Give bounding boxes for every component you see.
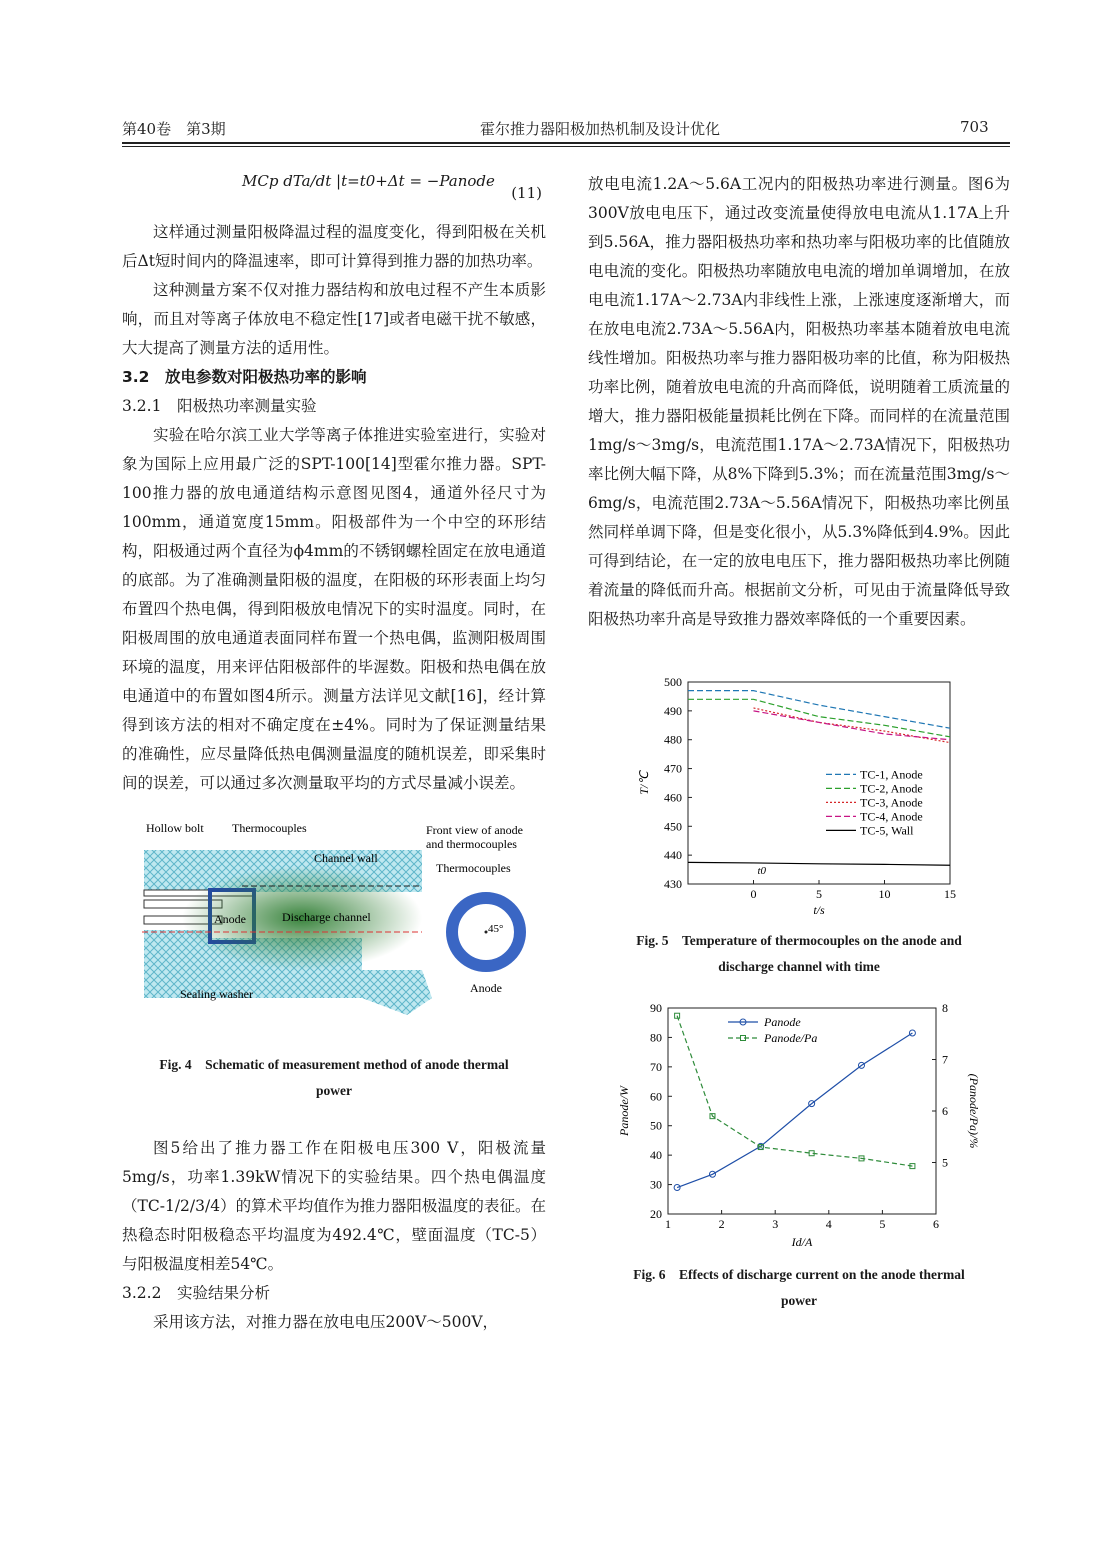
x-tick-label: 5 <box>816 887 822 901</box>
paragraph: 这样通过测量阳极降温过程的温度变化，得到阳极在关机后Δt短时间内的降温速率，即可计算得到推力器的加热功率。 <box>122 223 546 270</box>
header-rule-thin <box>122 146 1010 147</box>
journal-volume: 第40卷 第3期 <box>122 120 226 138</box>
label-anode-right: Anode <box>470 981 502 995</box>
figure-4-schematic <box>122 820 546 1044</box>
annotation-t0: t0 <box>757 864 767 877</box>
y-tick-label: 490 <box>664 703 682 718</box>
y-tick-label: 90 <box>650 1001 662 1015</box>
legend-label: TC-1, Anode <box>860 767 923 782</box>
figure-6-chart <box>588 1000 1010 1258</box>
y-axis-label: T/℃ <box>637 771 651 795</box>
running-title: 霍尔推力器阳极加热机制及设计优化 <box>479 120 720 138</box>
x-tick-label: 4 <box>825 1217 832 1231</box>
y-tick-label: 500 <box>664 675 682 689</box>
legend-label: Panode <box>764 1015 801 1029</box>
label-hollow-bolt: Hollow bolt <box>146 821 204 835</box>
y-tick-label: 40 <box>650 1148 662 1163</box>
label-angle: 45° <box>488 923 504 935</box>
label-front-view-2: and thermocouples <box>426 837 517 851</box>
legend-label: TC-3, Anode <box>860 795 923 810</box>
y-tick-label: 50 <box>650 1118 662 1133</box>
legend-label: TC-4, Anode <box>860 809 923 824</box>
figure-6-caption: Fig. 6 Effects of discharge current on the anode thermal <box>633 1267 965 1282</box>
paragraph: 图5给出了推力器工作在阳极电压300 V，阳极流量5mg/s，功率1.39kW情况下的实验结果。四个热电偶温度（TC-1/2/3/4）的算术平均值作为推力器阳极温度的表征。在热稳态时阳极稳态平均温度为492.4℃，壁面温度（TC-5）与阳极温度相差54℃。 <box>122 1139 546 1273</box>
x-tick-label: 6 <box>933 1217 939 1231</box>
y2-tick-label: 8 <box>942 1001 948 1015</box>
series-line-tc-4 <box>754 711 951 740</box>
label-thermocouples: Thermocouples <box>232 821 307 835</box>
paragraph: 采用该方法，对推力器在放电电压200V～500V， <box>153 1313 499 1331</box>
y-tick-label: 70 <box>650 1059 662 1074</box>
y-tick-label: 480 <box>664 732 682 747</box>
label-anode: Anode <box>214 912 246 926</box>
y-tick-label: 80 <box>650 1030 662 1045</box>
label-thermocouples-right: Thermocouples <box>436 861 511 875</box>
label-discharge-channel: Discharge channel <box>282 910 371 924</box>
paragraph: 这种测量方案不仅对推力器结构和放电过程不产生本质影响，而且对等离子体放电不稳定性[17]或者电磁干扰不敏感，大大提高了测量方法的适用性。 <box>122 281 546 357</box>
figure-4 <box>122 820 546 1112</box>
x-tick-label: 3 <box>772 1217 779 1231</box>
subsection-heading: 3.2.1 阳极热功率测量实验 <box>122 397 317 415</box>
series-line-anode-power <box>677 1033 912 1188</box>
figure-4-caption: Fig. 4 Schematic of measurement method of anode thermal <box>159 1057 509 1072</box>
y-tick-label: 60 <box>650 1089 662 1104</box>
equation-11 <box>122 170 546 218</box>
series-line-tc-2 <box>688 699 950 737</box>
x-tick-label: 5 <box>879 1217 886 1231</box>
figure-6-caption-cont: power <box>781 1293 817 1308</box>
x-tick-label: 10 <box>878 887 891 901</box>
x-axis-label: Id/A <box>791 1235 813 1249</box>
y-tick-label: 450 <box>664 819 682 834</box>
series-line-tc-3 <box>754 708 951 743</box>
label-channel-wall: Channel wall <box>314 851 378 865</box>
x-tick-label: 0 <box>750 887 757 901</box>
y-tick-label: 470 <box>664 761 682 776</box>
y-axis-label: Panode/W <box>617 1086 631 1136</box>
x-axis-label: t/s <box>813 903 825 917</box>
section-heading: 3.2 放电参数对阳极热功率的影响 <box>122 368 367 386</box>
equation-number: (11) <box>511 184 542 202</box>
data-point <box>909 1030 915 1036</box>
label-sealing-washer: Sealing washer <box>180 987 253 1001</box>
legend-label: TC-5, Wall <box>860 823 914 838</box>
legend-label: Panode/Pa <box>764 1031 818 1045</box>
header-rule <box>122 142 1010 144</box>
right-column <box>588 170 1010 1314</box>
y2-axis-label: (Panode/Pa)/% <box>967 1073 981 1149</box>
y2-tick-label: 7 <box>942 1052 948 1067</box>
figure-5-caption-cont: discharge channel with time <box>718 959 880 974</box>
x-tick-label: 1 <box>665 1217 671 1231</box>
x-tick-label: 2 <box>718 1217 725 1231</box>
page-number: 703 <box>960 118 989 136</box>
paragraph: 实验在哈尔滨工业大学等离子体推进实验室进行，实验对象为国际上应用最广泛的SPT-100[14]型霍尔推力器。SPT-100推力器的放电通道结构示意图见图4，通道外径尺寸为100mm，通道宽度15mm。阳极部件为一个中空的环形结构，阳极通过两个直径为ϕ4mm的不锈钢螺栓固定在放电通道的底部。为了准确测量阳极的温度，在阳极的环形表面上均匀布置四个热电偶，得到阳极放电情况下的实时温度。同时，在阳极周围的放电通道表面同样布置一个热电偶，监测阳极周围环境的温度，用来评估阳极部件的毕渥数。阳极和热电偶在放电通道中的布置如图4所示。测量方法详见文献[16]，经计算得到该方法的相对不确定度在±4%。同时为了保证测量结果的准确性，应尽量降低热电偶测量温度的随机误差，即采集时间的误差，可以通过多次测量取平均的方式尽量减小误差。 <box>122 426 546 792</box>
left-column <box>122 170 546 1337</box>
figure-6 <box>588 1000 1010 1314</box>
series-line-tc-5 <box>688 862 950 865</box>
subsection-heading: 3.2.2 实验结果分析 <box>122 1284 270 1302</box>
y-tick-label: 440 <box>664 848 682 863</box>
y2-tick-label: 5 <box>942 1155 948 1170</box>
figure-4-caption-cont: power <box>316 1083 352 1098</box>
figure-5-chart <box>588 674 1010 924</box>
y-tick-label: 20 <box>650 1207 662 1221</box>
figure-5 <box>588 674 1010 980</box>
equation-body: MCp dTa/dt |t=t0+Δt = −Panode <box>242 172 495 190</box>
y-tick-label: 430 <box>664 877 682 891</box>
x-tick-label: 15 <box>944 887 956 901</box>
label-front-view: Front view of anode <box>426 823 523 837</box>
y-tick-label: 460 <box>664 790 682 805</box>
y-tick-label: 30 <box>650 1177 662 1192</box>
paragraph: 放电电流1.2A～5.6A工况内的阳极热功率进行测量。图6为300V放电电压下，通过改变流量使得放电电流从1.17A上升到5.56A，推力器阳极热功率和热功率与阳极功率的比值随放电电流的变化。阳极热功率随放电电流的增加单调增加，在放电电流1.17A～2.73A内非线性上涨，上涨速度逐渐增大，而在放电电流2.73A～5.56A内，阳极热功率基本随着放电电流线性增加。阳极热功率与推力器阳极功率的比值，称为阳极热功率比例，随着放电电流的升高而降低，说明随着工质流量的增大，推力器阳极能量损耗比例在下降。而同样的在流量范围1mg/s～3mg/s，电流范围1.17A～2.73A情况下，阳极热功率比例大幅下降，从8%下降到5.3%；而在流量范围3mg/s～6mg/s，电流范围2.73A～5.56A情况下，阳极热功率比例虽然同样单调下降，但是变化很小，从5.3%降低到4.9%。因此可得到结论，在一定的放电电压下，推力器阳极热功率比例随着流量的降低而升高。根据前文分析，可见由于流量降低导致阳极热功率升高是导致推力器效率降低的一个重要因素。 <box>588 175 1010 628</box>
y2-tick-label: 6 <box>942 1104 948 1118</box>
legend-label: TC-2, Anode <box>860 781 923 796</box>
figure-5-caption: Fig. 5 Temperature of thermocouples on the anode and <box>636 933 962 948</box>
